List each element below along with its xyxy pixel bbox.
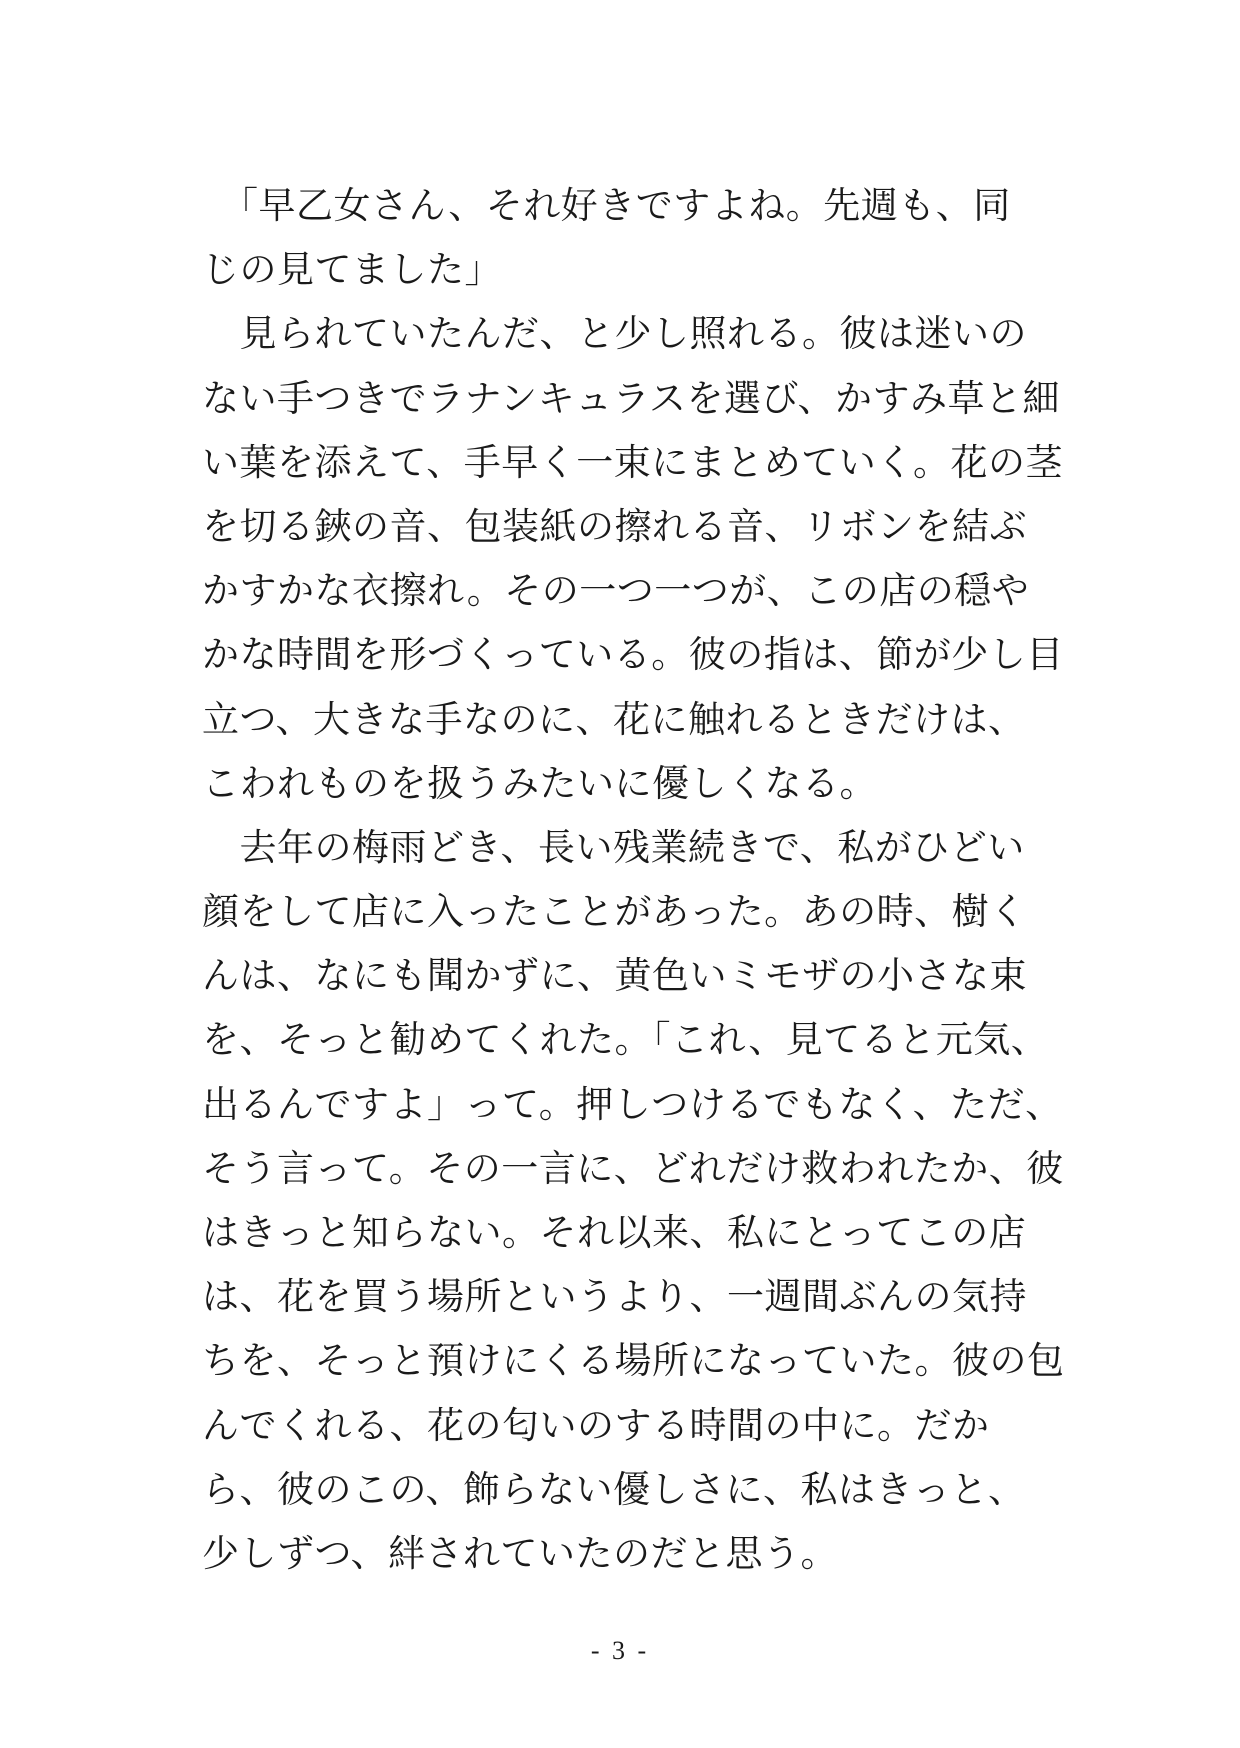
text-line: ない手つきでラナンキュラスを選び、かすみ草と細	[202, 376, 1061, 420]
text-line: ら、彼のこの、飾らない優しさに、私はきっと、	[202, 1467, 1026, 1511]
text-line: ちを、そっと預けにくる場所になっていた。彼の包	[202, 1339, 1065, 1383]
text-line: 少しずつ、絆されていたのだと思う。	[202, 1531, 839, 1575]
text-line: そう言って。その一言に、どれだけ救われたか、彼	[202, 1146, 1064, 1190]
text-line: は、花を買う場所というより、一週間ぶんの気持	[202, 1275, 1027, 1319]
text-line: んでくれる、花の匂いのする時間の中に。だか	[202, 1403, 990, 1447]
text-line: じの見てました」	[202, 248, 502, 292]
text-line: かな時間を形づくっている。彼の指は、節が少し目	[202, 633, 1064, 677]
text-line: 見られていたんだ、と少し照れる。彼は迷いの	[202, 312, 1027, 356]
text-line: い葉を添えて、手早く一束にまとめていく。花の茎	[202, 440, 1064, 484]
body-text	[202, 174, 1065, 1586]
text-line: んは、なにも聞かずに、黄色いミモザの小さな束	[202, 954, 1027, 998]
text-line: かすかな衣擦れ。その一つ一つが、この店の穏や	[202, 569, 1030, 613]
text-line: 顔をして店に入ったことがあった。あの時、樹く	[202, 890, 1027, 934]
page-number: - 3 -	[590, 1636, 650, 1665]
text-line: 出るんですよ」って。押しつけるでもなく、ただ、	[202, 1082, 1063, 1126]
text-line: 「早乙女さん、それ好きですよね。先週も、同	[202, 184, 1011, 227]
text-line: 立つ、大きな手なのに、花に触れるときだけは、	[202, 697, 1026, 741]
text-line: こわれものを扱うみたいに優しくなる。	[202, 761, 877, 805]
text-line: 去年の梅雨どき、長い残業続きで、私がひどい	[202, 825, 1025, 869]
text-line: を、そっと勧めてくれた。「これ、見てると元気、	[202, 1018, 1049, 1062]
text-line: を切る鋏の音、包装紙の擦れる音、リボンを結ぶ	[202, 504, 1027, 548]
text-line: はきっと知らない。それ以来、私にとってこの店	[202, 1211, 1027, 1254]
